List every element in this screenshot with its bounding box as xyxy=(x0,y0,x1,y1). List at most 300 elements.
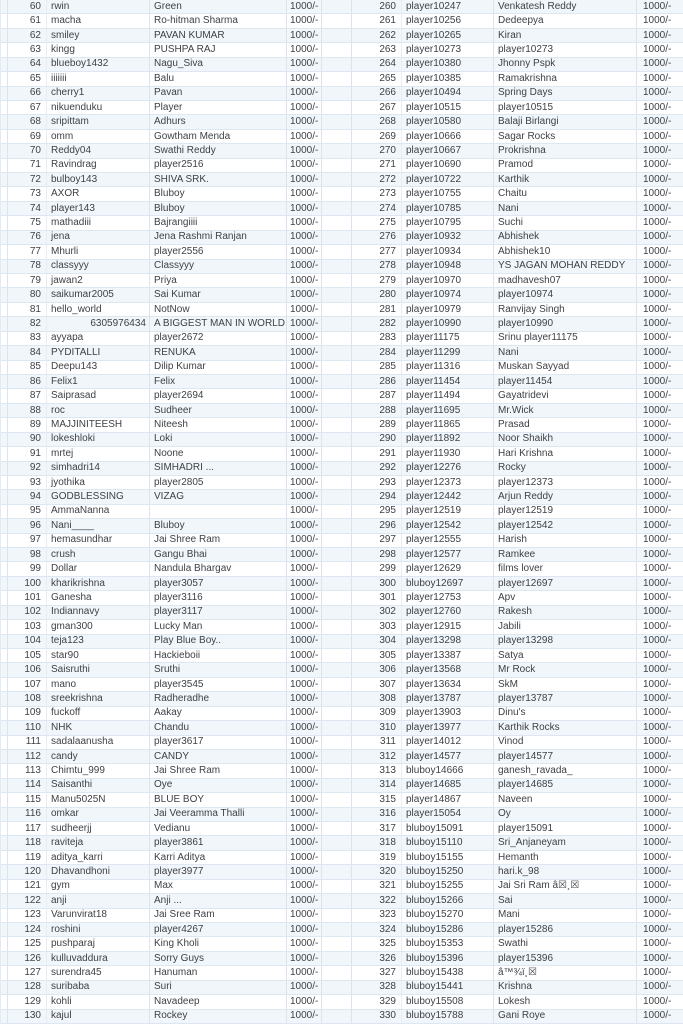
amount: 1000/- xyxy=(643,375,672,387)
table-row xyxy=(1,534,683,548)
amount: 1000/- xyxy=(287,663,322,676)
username: smiley xyxy=(47,29,150,42)
row-number: 311 xyxy=(352,736,402,749)
username: candy xyxy=(47,750,150,763)
table-row xyxy=(1,375,683,389)
username: rwin xyxy=(47,0,150,13)
left-spacer-cell xyxy=(1,303,8,316)
display-name: Ranvijay Singh xyxy=(494,303,637,316)
display-name: Oye xyxy=(150,779,287,792)
row-number: 71 xyxy=(8,159,47,172)
left-spacer-cell xyxy=(1,981,8,994)
middle-spacer-cell xyxy=(322,159,352,172)
table-row xyxy=(1,736,683,750)
middle-spacer-cell xyxy=(322,577,352,590)
table-row xyxy=(1,577,683,591)
display-name: Karthik xyxy=(494,173,637,186)
row-number: 111 xyxy=(8,736,47,749)
left-spacer-cell xyxy=(1,591,8,604)
amount: 1000/- xyxy=(287,72,322,85)
amount: 1000/- xyxy=(287,678,322,691)
display-name: Sai xyxy=(494,894,637,907)
amount: 1000/- xyxy=(287,865,322,878)
table-row xyxy=(1,505,683,519)
amount: 1000/- xyxy=(287,1010,322,1023)
display-name: Sruthi xyxy=(150,663,287,676)
left-spacer-cell xyxy=(1,606,8,619)
middle-spacer-cell xyxy=(322,216,352,229)
display-name: player14685 xyxy=(494,779,637,792)
middle-spacer-cell xyxy=(322,1010,352,1023)
username: iiiiiii xyxy=(47,72,150,85)
display-name: Hackieboii xyxy=(150,649,287,662)
table-row xyxy=(1,389,683,403)
username: kohli xyxy=(47,995,150,1008)
row-number: 281 xyxy=(352,303,402,316)
middle-spacer-cell xyxy=(322,288,352,301)
left-spacer-cell xyxy=(1,764,8,777)
table-row xyxy=(1,822,683,836)
username: Ganesha xyxy=(47,591,150,604)
username: Nani____ xyxy=(47,519,150,532)
middle-spacer-cell xyxy=(322,346,352,359)
display-name: Ramkee xyxy=(494,548,637,561)
amount: 1000/- xyxy=(643,635,672,647)
amount: 1000/- xyxy=(287,375,322,388)
amount: 1000/- xyxy=(287,115,322,128)
row-number: 262 xyxy=(352,29,402,42)
display-name: Player xyxy=(150,101,287,114)
amount: 1000/- xyxy=(643,116,672,128)
amount: 1000/- xyxy=(287,389,322,402)
row-number: 107 xyxy=(8,678,47,691)
table-row xyxy=(1,14,683,28)
row-number: 326 xyxy=(352,952,402,965)
middle-spacer-cell xyxy=(322,909,352,922)
amount: 1000/- xyxy=(643,491,672,503)
row-number: 87 xyxy=(8,389,47,402)
username: AmmaNanna xyxy=(47,505,150,518)
amount: 1000/- xyxy=(643,563,672,575)
username: bluboy15353 xyxy=(402,937,494,950)
username: bluboy15508 xyxy=(402,995,494,1008)
display-name: Muskan Sayyad xyxy=(494,361,637,374)
left-spacer-cell xyxy=(1,260,8,273)
table-row xyxy=(1,361,683,375)
row-number: 114 xyxy=(8,779,47,792)
row-number: 263 xyxy=(352,43,402,56)
username: bluboy15266 xyxy=(402,894,494,907)
row-number: 128 xyxy=(8,981,47,994)
row-number: 272 xyxy=(352,173,402,186)
display-name: Kiran xyxy=(494,29,637,42)
amount: 1000/- xyxy=(287,332,322,345)
row-number: 62 xyxy=(8,29,47,42)
row-number: 302 xyxy=(352,606,402,619)
display-name: Balaji Birlangi xyxy=(494,115,637,128)
row-number: 108 xyxy=(8,692,47,705)
table-row xyxy=(1,519,683,533)
amount: 1000/- xyxy=(287,591,322,604)
table-row xyxy=(1,649,683,663)
username: player10979 xyxy=(402,303,494,316)
row-number: 112 xyxy=(8,750,47,763)
row-number: 67 xyxy=(8,101,47,114)
display-name: Priya xyxy=(150,274,287,287)
table-row xyxy=(1,303,683,317)
username: Saisanthi xyxy=(47,779,150,792)
middle-spacer-cell xyxy=(322,808,352,821)
row-number: 77 xyxy=(8,245,47,258)
middle-spacer-cell xyxy=(322,750,352,763)
display-name: player2694 xyxy=(150,389,287,402)
row-number: 318 xyxy=(352,836,402,849)
table-row xyxy=(1,418,683,432)
username: player10380 xyxy=(402,58,494,71)
username: teja123 xyxy=(47,635,150,648)
row-number: 94 xyxy=(8,490,47,503)
amount: 1000/- xyxy=(643,447,672,459)
username: 6305976434 xyxy=(47,317,150,330)
display-name: Nandula Bhargav xyxy=(150,562,287,575)
row-number: 83 xyxy=(8,332,47,345)
row-number: 89 xyxy=(8,418,47,431)
middle-spacer-cell xyxy=(322,476,352,489)
left-spacer-cell xyxy=(1,923,8,936)
table-row xyxy=(1,678,683,692)
username: player10932 xyxy=(402,231,494,244)
table-row xyxy=(1,173,683,187)
row-number: 260 xyxy=(352,0,402,13)
display-name: Pavan xyxy=(150,87,287,100)
display-name: Sri_Anjaneyam xyxy=(494,836,637,849)
display-name: Satya xyxy=(494,649,637,662)
amount: 1000/- xyxy=(287,0,322,13)
display-name: BLUE BOY xyxy=(150,793,287,806)
row-number: 285 xyxy=(352,361,402,374)
username: player10755 xyxy=(402,187,494,200)
row-number: 295 xyxy=(352,505,402,518)
username: blueboy1432 xyxy=(47,58,150,71)
left-spacer-cell xyxy=(1,822,8,835)
row-number: 280 xyxy=(352,288,402,301)
amount: 1000/- xyxy=(287,144,322,157)
display-name: player12519 xyxy=(494,505,637,518)
middle-spacer-cell xyxy=(322,447,352,460)
left-spacer-cell xyxy=(1,187,8,200)
amount: 1000/- xyxy=(287,822,322,835)
display-name: Karthik Rocks xyxy=(494,721,637,734)
row-number: 105 xyxy=(8,649,47,662)
row-number: 97 xyxy=(8,534,47,547)
middle-spacer-cell xyxy=(322,534,352,547)
amount: 1000/- xyxy=(287,937,322,950)
username: player10273 xyxy=(402,43,494,56)
middle-spacer-cell xyxy=(322,303,352,316)
username: bluboy15441 xyxy=(402,981,494,994)
amount: 1000/- xyxy=(287,274,322,287)
left-spacer-cell xyxy=(1,288,8,301)
left-spacer-cell xyxy=(1,245,8,258)
left-spacer-cell xyxy=(1,317,8,330)
username: bluboy15110 xyxy=(402,836,494,849)
username: player10785 xyxy=(402,202,494,215)
row-number: 297 xyxy=(352,534,402,547)
row-number: 85 xyxy=(8,361,47,374)
username: player14577 xyxy=(402,750,494,763)
username: player15054 xyxy=(402,808,494,821)
amount: 1000/- xyxy=(643,418,672,430)
username: aditya_karri xyxy=(47,851,150,864)
row-number: 100 xyxy=(8,577,47,590)
row-number: 321 xyxy=(352,880,402,893)
left-spacer-cell xyxy=(1,909,8,922)
table-row xyxy=(1,476,683,490)
table-row xyxy=(1,288,683,302)
left-spacer-cell xyxy=(1,346,8,359)
username: bluboy12697 xyxy=(402,577,494,590)
username: player11494 xyxy=(402,389,494,402)
username: bluboy15270 xyxy=(402,909,494,922)
table-row xyxy=(1,115,683,129)
row-number: 271 xyxy=(352,159,402,172)
row-number: 69 xyxy=(8,130,47,143)
row-number: 99 xyxy=(8,562,47,575)
username: player11299 xyxy=(402,346,494,359)
amount: 1000/- xyxy=(287,534,322,547)
amount: 1000/- xyxy=(643,952,672,964)
display-name: Classyyy xyxy=(150,260,287,273)
display-name: player14577 xyxy=(494,750,637,763)
row-number: 317 xyxy=(352,822,402,835)
display-name: player12697 xyxy=(494,577,637,590)
username: omkar xyxy=(47,808,150,821)
username: player11930 xyxy=(402,447,494,460)
left-spacer-cell xyxy=(1,375,8,388)
left-spacer-cell xyxy=(1,692,8,705)
middle-spacer-cell xyxy=(322,101,352,114)
row-number: 92 xyxy=(8,462,47,475)
username: player10265 xyxy=(402,29,494,42)
middle-spacer-cell xyxy=(322,260,352,273)
display-name: Spring Days xyxy=(494,87,637,100)
display-name: Nani xyxy=(494,346,637,359)
left-spacer-cell xyxy=(1,58,8,71)
amount: 1000/- xyxy=(287,260,322,273)
table-row xyxy=(1,462,683,476)
display-name: Green xyxy=(150,0,287,13)
table-row xyxy=(1,433,683,447)
display-name: Nani xyxy=(494,202,637,215)
username: player10795 xyxy=(402,216,494,229)
row-number: 75 xyxy=(8,216,47,229)
row-number: 104 xyxy=(8,635,47,648)
amount: 1000/- xyxy=(287,577,322,590)
username: Varunvirat18 xyxy=(47,909,150,922)
username: Saiprasad xyxy=(47,389,150,402)
left-spacer-cell xyxy=(1,476,8,489)
table-row xyxy=(1,130,683,144)
left-spacer-cell xyxy=(1,159,8,172)
middle-spacer-cell xyxy=(322,851,352,864)
display-name: Arjun Reddy xyxy=(494,490,637,503)
row-number: 106 xyxy=(8,663,47,676)
table-row xyxy=(1,29,683,43)
username: player11454 xyxy=(402,375,494,388)
amount: 1000/- xyxy=(643,793,672,805)
row-number: 80 xyxy=(8,288,47,301)
username: bluboy15155 xyxy=(402,851,494,864)
display-name: Anji ... xyxy=(150,894,287,907)
display-name: Swathi Reddy xyxy=(150,144,287,157)
table-row xyxy=(1,635,683,649)
row-number: 299 xyxy=(352,562,402,575)
amount: 1000/- xyxy=(287,764,322,777)
display-name: King Kholi xyxy=(150,937,287,950)
username: gym xyxy=(47,880,150,893)
table-row xyxy=(1,937,683,951)
left-spacer-cell xyxy=(1,490,8,503)
left-spacer-cell xyxy=(1,130,8,143)
row-number: 327 xyxy=(352,966,402,979)
username: lokeshloki xyxy=(47,433,150,446)
table-row xyxy=(1,87,683,101)
row-number: 328 xyxy=(352,981,402,994)
amount: 1000/- xyxy=(287,173,322,186)
display-name: Abhishek xyxy=(494,231,637,244)
username: mrtej xyxy=(47,447,150,460)
display-name: Aakay xyxy=(150,707,287,720)
username: player12555 xyxy=(402,534,494,547)
username: player10974 xyxy=(402,288,494,301)
row-number: 274 xyxy=(352,202,402,215)
row-number: 320 xyxy=(352,865,402,878)
display-name: Abhishek10 xyxy=(494,245,637,258)
row-number: 286 xyxy=(352,375,402,388)
display-name: Gayatridevi xyxy=(494,389,637,402)
amount: 1000/- xyxy=(287,793,322,806)
left-spacer-cell xyxy=(1,894,8,907)
amount: 1000/- xyxy=(643,202,672,214)
middle-spacer-cell xyxy=(322,231,352,244)
middle-spacer-cell xyxy=(322,606,352,619)
username: player12629 xyxy=(402,562,494,575)
table-row xyxy=(1,1010,683,1024)
display-name: Vinod xyxy=(494,736,637,749)
middle-spacer-cell xyxy=(322,562,352,575)
left-spacer-cell xyxy=(1,1010,8,1023)
display-name: player3116 xyxy=(150,591,287,604)
left-spacer-cell xyxy=(1,952,8,965)
row-number: 316 xyxy=(352,808,402,821)
username: hello_world xyxy=(47,303,150,316)
display-name: player15286 xyxy=(494,923,637,936)
amount: 1000/- xyxy=(643,332,672,344)
username: kulluvaddura xyxy=(47,952,150,965)
left-spacer-cell xyxy=(1,793,8,806)
left-spacer-cell xyxy=(1,808,8,821)
row-number: 66 xyxy=(8,87,47,100)
display-name: â™¾ï¸☒ xyxy=(494,966,637,979)
amount: 1000/- xyxy=(287,159,322,172)
amount: 1000/- xyxy=(643,87,672,99)
username: Reddy04 xyxy=(47,144,150,157)
amount: 1000/- xyxy=(643,938,672,950)
middle-spacer-cell xyxy=(322,144,352,157)
username: MAJJINITEESH xyxy=(47,418,150,431)
table-row xyxy=(1,981,683,995)
amount: 1000/- xyxy=(287,14,322,27)
left-spacer-cell xyxy=(1,750,8,763)
username: sreekrishna xyxy=(47,692,150,705)
table-row xyxy=(1,663,683,677)
username: star90 xyxy=(47,649,150,662)
username: player11175 xyxy=(402,332,494,345)
display-name: player3117 xyxy=(150,606,287,619)
table-row xyxy=(1,101,683,115)
amount: 1000/- xyxy=(287,43,322,56)
username: Deepu143 xyxy=(47,361,150,374)
middle-spacer-cell xyxy=(322,952,352,965)
username: player10494 xyxy=(402,87,494,100)
left-spacer-cell xyxy=(1,534,8,547)
username: bluboy15396 xyxy=(402,952,494,965)
table-row xyxy=(1,72,683,86)
username: player13787 xyxy=(402,692,494,705)
amount: 1000/- xyxy=(287,836,322,849)
row-number: 81 xyxy=(8,303,47,316)
amount: 1000/- xyxy=(287,58,322,71)
left-spacer-cell xyxy=(1,115,8,128)
amount: 1000/- xyxy=(643,303,672,315)
amount: 1000/- xyxy=(287,404,322,417)
row-number: 124 xyxy=(8,923,47,936)
middle-spacer-cell xyxy=(322,29,352,42)
display-name: YS JAGAN MOHAN REDDY xyxy=(494,260,637,273)
left-spacer-cell xyxy=(1,577,8,590)
row-number: 303 xyxy=(352,620,402,633)
table-row xyxy=(1,836,683,850)
display-name: Venkatesh Reddy xyxy=(494,0,637,13)
username: surendra45 xyxy=(47,966,150,979)
middle-spacer-cell xyxy=(322,865,352,878)
amount: 1000/- xyxy=(287,649,322,662)
amount: 1000/- xyxy=(287,346,322,359)
display-name: A BIGGEST MAN IN WORLD xyxy=(150,317,287,330)
username: Chimtu_999 xyxy=(47,764,150,777)
row-number: 64 xyxy=(8,58,47,71)
left-spacer-cell xyxy=(1,418,8,431)
middle-spacer-cell xyxy=(322,462,352,475)
display-name: player10974 xyxy=(494,288,637,301)
display-name: Mani xyxy=(494,909,637,922)
amount: 1000/- xyxy=(643,72,672,84)
table-row xyxy=(1,260,683,274)
row-number: 127 xyxy=(8,966,47,979)
row-number: 65 xyxy=(8,72,47,85)
row-number: 325 xyxy=(352,937,402,950)
display-name: Jena Rashmi Ranjan xyxy=(150,231,287,244)
middle-spacer-cell xyxy=(322,591,352,604)
username: mano xyxy=(47,678,150,691)
amount: 1000/- xyxy=(643,130,672,142)
middle-spacer-cell xyxy=(322,317,352,330)
amount: 1000/- xyxy=(643,534,672,546)
username: player12373 xyxy=(402,476,494,489)
amount: 1000/- xyxy=(643,159,672,171)
display-name: Naveen xyxy=(494,793,637,806)
display-name: Bluboy xyxy=(150,187,287,200)
